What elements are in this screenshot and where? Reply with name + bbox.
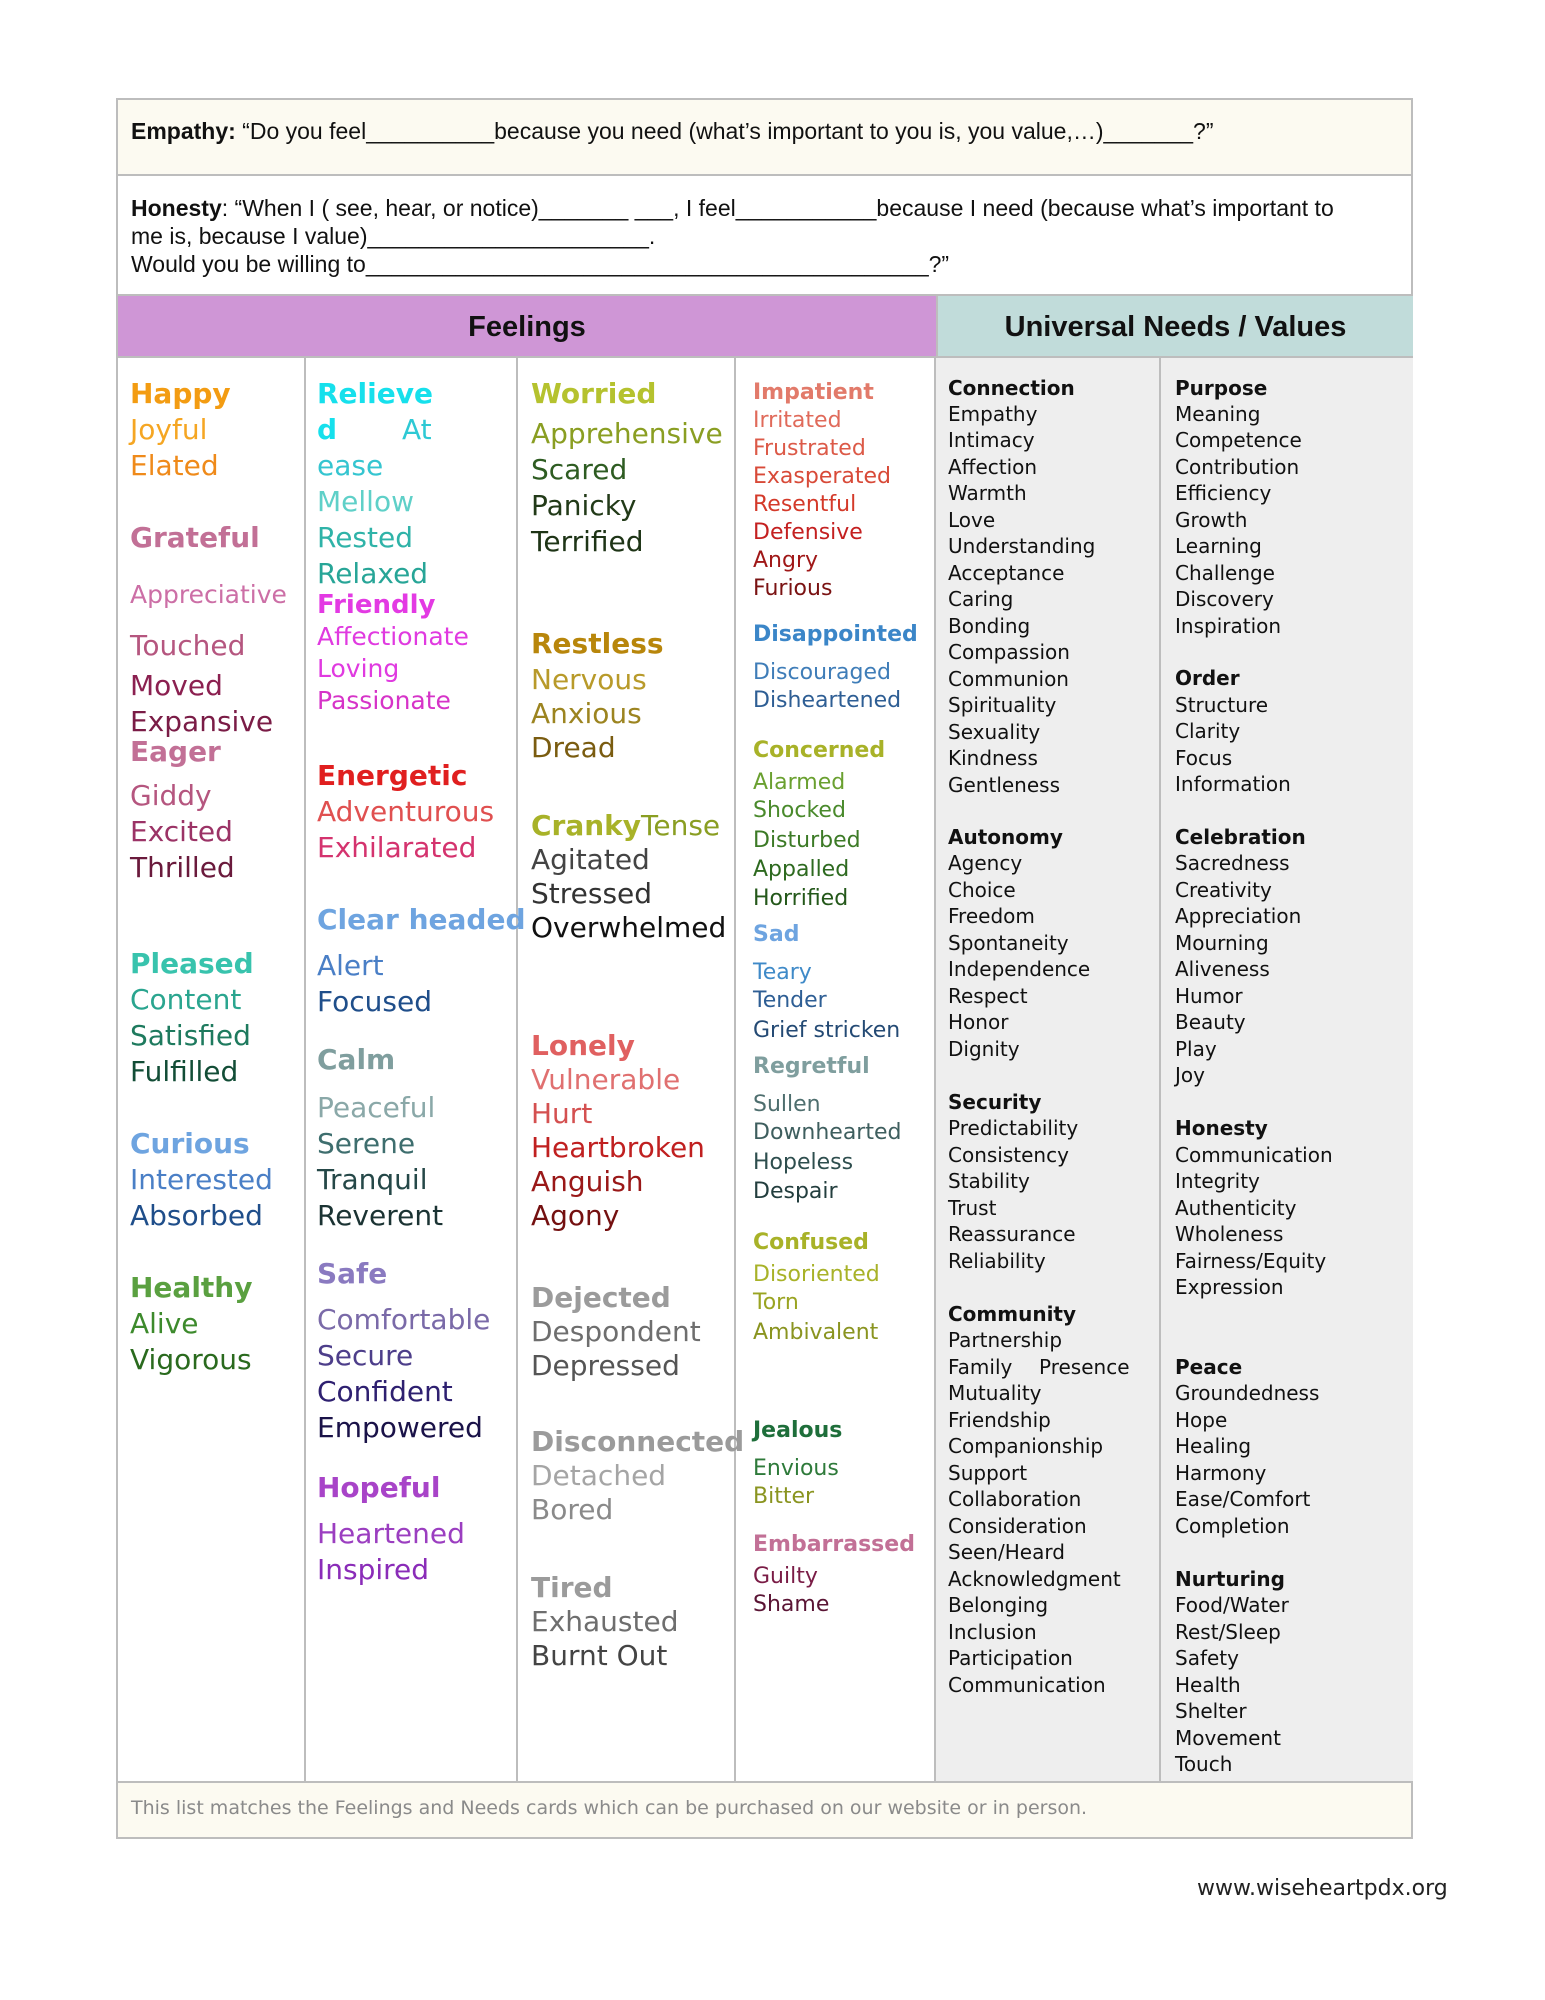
feeling-word: Resentful — [753, 492, 857, 517]
need-item: Hope — [1175, 1408, 1228, 1432]
need-item: Integrity — [1175, 1169, 1260, 1193]
feeling-heading: Pleased — [130, 947, 254, 980]
need-item: Support — [948, 1461, 1028, 1485]
need-item: Growth — [1175, 508, 1248, 532]
feeling-heading: Disconnected — [531, 1425, 745, 1458]
feeling-word: Stressed — [531, 877, 653, 910]
feelings-header: Feelings — [118, 296, 936, 358]
need-item: Information — [1175, 772, 1291, 796]
feeling-heading: Regretful — [753, 1054, 870, 1079]
feeling-heading: Hopeful — [317, 1471, 441, 1504]
feeling-word: Appalled — [753, 857, 850, 882]
need-item: Communion — [948, 667, 1069, 691]
feeling-word: Disheartened — [753, 688, 902, 713]
feeling-word: Grief stricken — [753, 1018, 901, 1043]
need-item: Spirituality — [948, 693, 1057, 717]
need-item: Rest/Sleep — [1175, 1620, 1281, 1644]
feeling-word: Exhilarated — [317, 831, 477, 864]
feeling-word: Content — [130, 983, 242, 1016]
feeling-word: Heartbroken — [531, 1131, 705, 1164]
need-item: Respect — [948, 984, 1028, 1008]
need-item: Shelter — [1175, 1699, 1247, 1723]
need-item: Acknowledgment — [948, 1567, 1121, 1591]
feeling-word: Vigorous — [130, 1343, 252, 1376]
need-item: Friendship — [948, 1408, 1051, 1432]
need-item: Kindness — [948, 746, 1038, 770]
need-item: Affection — [948, 455, 1038, 479]
need-item: Warmth — [948, 481, 1027, 505]
feeling-word: Despondent — [531, 1315, 701, 1348]
need-item: Safety — [1175, 1646, 1239, 1670]
need-item: Structure — [1175, 693, 1269, 717]
feeling-word: Hurt — [531, 1097, 593, 1130]
feeling-word: Relaxed — [317, 557, 429, 590]
feeling-word: Alarmed — [753, 770, 846, 795]
honesty-line3: Would you be willing to____________________________________________?” — [131, 251, 950, 277]
need-item: Challenge — [1175, 561, 1275, 585]
need-item: Expression — [1175, 1275, 1284, 1299]
feeling-word: Inspired — [317, 1553, 430, 1586]
need-item: Sexuality — [948, 720, 1041, 744]
feeling-word: Terrified — [531, 525, 644, 558]
feeling-heading: Safe — [317, 1257, 388, 1290]
feeling-word: Alive — [130, 1307, 199, 1340]
need-item: Belonging — [948, 1593, 1049, 1617]
feeling-heading: Energetic — [317, 759, 468, 792]
feeling-heading: Worried — [531, 377, 657, 410]
need-item: Honor — [948, 1010, 1009, 1034]
honesty-row — [118, 176, 1411, 296]
need-item: Love — [948, 508, 996, 532]
feeling-word: Affectionate — [317, 622, 469, 651]
feeling-word: Apprehensive — [531, 417, 723, 450]
need-heading: Honesty — [1175, 1116, 1268, 1140]
feeling-word: Burnt Out — [531, 1639, 668, 1672]
feeling-heading: Disappointed — [753, 622, 918, 647]
feeling-heading: Lonely — [531, 1029, 635, 1062]
feeling-word: Despair — [753, 1179, 838, 1204]
feeling-heading: Concerned — [753, 738, 886, 763]
need-item: Empathy — [948, 402, 1038, 426]
feeling-word: Joyful — [130, 413, 208, 446]
need-heading: Order — [1175, 666, 1240, 690]
need-item: Clarity — [1175, 719, 1241, 743]
feeling-word: Comfortable — [317, 1303, 491, 1336]
feeling-word: Peaceful — [317, 1091, 436, 1124]
feeling-word: Tender — [753, 988, 827, 1013]
feeling-word: At — [402, 413, 432, 446]
need-item: Wholeness — [1175, 1222, 1284, 1246]
need-item: Dignity — [948, 1037, 1020, 1061]
feeling-word: Shame — [753, 1592, 830, 1617]
feeling-word: Elated — [130, 449, 219, 482]
need-item: Groundedness — [1175, 1381, 1320, 1405]
feeling-heading: Happy — [130, 377, 231, 410]
column-divider — [304, 358, 306, 1781]
need-item: Authenticity — [1175, 1196, 1297, 1220]
feeling-word: Teary — [753, 960, 812, 985]
need-heading: Peace — [1175, 1355, 1243, 1379]
need-item: Trust — [948, 1196, 997, 1220]
feeling-word: Giddy — [130, 779, 212, 812]
feeling-word: Disturbed — [753, 828, 861, 853]
feeling-word: Horrified — [753, 886, 849, 911]
feeling-word: Depressed — [531, 1349, 680, 1382]
feeling-word: Rested — [317, 521, 413, 554]
feeling-word: Tense — [641, 809, 721, 842]
feeling-word: Guilty — [753, 1564, 818, 1589]
need-heading: Celebration — [1175, 825, 1306, 849]
need-item: Completion — [1175, 1514, 1290, 1538]
need-item: Sacredness — [1175, 851, 1290, 875]
feeling-word: Furious — [753, 576, 833, 601]
need-item: Seen/Heard — [948, 1540, 1065, 1564]
feeling-word: Anxious — [531, 697, 642, 730]
feeling-heading: Grateful — [130, 521, 260, 554]
need-heading: Autonomy — [948, 825, 1063, 849]
feeling-word: Overwhelmed — [531, 911, 727, 944]
need-item: Learning — [1175, 534, 1262, 558]
feeling-word: Adventurous — [317, 795, 495, 828]
needs-header: Universal Needs / Values — [936, 296, 1413, 358]
need-item: Play — [1175, 1037, 1217, 1061]
need-item: Reliability — [948, 1249, 1046, 1273]
feeling-word: Frustrated — [753, 436, 866, 461]
feeling-word: Disoriented — [753, 1262, 880, 1287]
feeling-word: Shocked — [753, 798, 846, 823]
feeling-word: Hopeless — [753, 1150, 854, 1175]
feeling-word: Secure — [317, 1339, 414, 1372]
need-item: Presence — [1039, 1355, 1130, 1379]
need-item: Mutuality — [948, 1381, 1042, 1405]
need-item: Reassurance — [948, 1222, 1076, 1246]
need-item: Compassion — [948, 640, 1070, 664]
feeling-heading: Eager — [130, 735, 221, 768]
feeling-word: Absorbed — [130, 1199, 263, 1232]
feeling-word: Anguish — [531, 1165, 644, 1198]
feeling-word: Detached — [531, 1459, 667, 1492]
need-heading: Connection — [948, 376, 1075, 400]
need-item: Joy — [1175, 1063, 1205, 1087]
feeling-word: Alert — [317, 949, 384, 982]
need-item: Touch — [1175, 1752, 1233, 1776]
need-item: Humor — [1175, 984, 1243, 1008]
honesty-line1: : “When I ( see, hear, or notice)_______ ___, I feel___________because I need (because what’s important to — [221, 195, 1334, 221]
feeling-word: Satisfied — [130, 1019, 251, 1052]
need-heading: Security — [948, 1090, 1042, 1114]
feeling-word: Agitated — [531, 843, 650, 876]
feeling-heading: Tired — [531, 1571, 613, 1604]
feeling-word: Scared — [531, 453, 628, 486]
feeling-word: Exasperated — [753, 464, 892, 489]
need-item: Inclusion — [948, 1620, 1037, 1644]
feeling-word: Thrilled — [130, 851, 235, 884]
empathy-label: Empathy: — [131, 118, 236, 144]
feeling-word: Focused — [317, 985, 432, 1018]
need-heading: Purpose — [1175, 376, 1268, 400]
feeling-word: Bored — [531, 1493, 614, 1526]
need-item: Caring — [948, 587, 1014, 611]
feeling-word: Fulfilled — [130, 1055, 239, 1088]
feeling-word: Discouraged — [753, 660, 892, 685]
need-item: Beauty — [1175, 1010, 1246, 1034]
feeling-word: Excited — [130, 815, 233, 848]
need-item: Consideration — [948, 1514, 1087, 1538]
feeling-heading: Embarrassed — [753, 1532, 915, 1557]
need-item: Bonding — [948, 614, 1031, 638]
need-item: Harmony — [1175, 1461, 1267, 1485]
need-item: Acceptance — [948, 561, 1065, 585]
feeling-heading: Confused — [753, 1230, 869, 1255]
need-item: Communication — [948, 1673, 1106, 1697]
need-item: Predictability — [948, 1116, 1079, 1140]
feeling-word: Passionate — [317, 686, 451, 715]
need-item: Meaning — [1175, 402, 1261, 426]
feeling-word: ease — [317, 449, 384, 482]
feeling-word: Downhearted — [753, 1120, 902, 1145]
feeling-word: Bitter — [753, 1484, 815, 1509]
need-item: Fairness/Equity — [1175, 1249, 1327, 1273]
feeling-heading: Friendly — [317, 590, 436, 620]
need-item: Agency — [948, 851, 1023, 875]
feeling-heading: Dejected — [531, 1281, 671, 1314]
feeling-word: Irritated — [753, 408, 842, 433]
need-item: Understanding — [948, 534, 1096, 558]
empathy-text: “Do you feel__________because you need (what’s important to you is, you value,…)_______?” — [235, 118, 1214, 144]
need-item: Companionship — [948, 1434, 1104, 1458]
need-item: Choice — [948, 878, 1016, 902]
feeling-word: Heartened — [317, 1517, 465, 1550]
column-divider — [734, 358, 736, 1781]
feeling-heading: Relieve — [317, 377, 433, 410]
need-item: Creativity — [1175, 878, 1272, 902]
need-item: Consistency — [948, 1143, 1069, 1167]
feeling-heading: Curious — [130, 1127, 250, 1160]
need-item: Focus — [1175, 746, 1233, 770]
feeling-word: Ambivalent — [753, 1320, 879, 1345]
feeling-heading: d — [317, 413, 338, 446]
column-divider — [934, 358, 936, 1781]
feeling-word: Panicky — [531, 489, 637, 522]
need-item: Spontaneity — [948, 931, 1069, 955]
feeling-word: Interested — [130, 1163, 273, 1196]
need-item: Communication — [1175, 1143, 1333, 1167]
column-divider — [516, 358, 518, 1781]
feeling-heading: Jealous — [753, 1418, 843, 1443]
feeling-word: Loving — [317, 654, 400, 683]
feeling-heading: Impatient — [753, 380, 874, 405]
feeling-word: Mellow — [317, 485, 414, 518]
need-item: Freedom — [948, 904, 1035, 928]
feeling-word: Sullen — [753, 1092, 821, 1117]
need-item: Inspiration — [1175, 614, 1282, 638]
feeling-word: Reverent — [317, 1199, 444, 1232]
need-item: Mourning — [1175, 931, 1269, 955]
feeling-word: Angry — [753, 548, 819, 573]
feeling-word: Empowered — [317, 1411, 483, 1444]
feeling-word: Expansive — [130, 705, 274, 738]
website-url[interactable]: www.wiseheartpdx.org — [1197, 1876, 1448, 1901]
need-item: Participation — [948, 1646, 1073, 1670]
need-heading: Nurturing — [1175, 1567, 1285, 1591]
need-item: Collaboration — [948, 1487, 1082, 1511]
need-item: Stability — [948, 1169, 1030, 1193]
need-item: Discovery — [1175, 587, 1274, 611]
column-divider — [1159, 358, 1161, 1781]
feeling-heading: Calm — [317, 1043, 396, 1076]
honesty-label: Honesty — [131, 195, 222, 221]
feeling-word: Envious — [753, 1456, 839, 1481]
feeling-word: Exhausted — [531, 1605, 679, 1638]
need-item: Food/Water — [1175, 1593, 1289, 1617]
feeling-word: Torn — [753, 1290, 799, 1315]
need-item: Family — [948, 1355, 1013, 1379]
need-heading: Community — [948, 1302, 1077, 1326]
need-item: Efficiency — [1175, 481, 1272, 505]
feeling-word: Appreciative — [130, 580, 287, 609]
need-item: Gentleness — [948, 773, 1061, 797]
feeling-heading: Cranky — [531, 809, 642, 842]
feeling-word: Confident — [317, 1375, 453, 1408]
need-item: Partnership — [948, 1328, 1063, 1352]
need-item: Intimacy — [948, 428, 1035, 452]
footer-note: This list matches the Feelings and Needs cards which can be purchased on our website or in person. — [118, 1781, 1411, 1837]
feeling-word: Serene — [317, 1127, 416, 1160]
need-item: Contribution — [1175, 455, 1300, 479]
feeling-word: Dread — [531, 731, 616, 764]
feeling-word: Nervous — [531, 663, 647, 696]
feeling-word: Moved — [130, 669, 223, 702]
feeling-word: Touched — [130, 629, 246, 662]
feeling-heading: Sad — [753, 922, 800, 947]
need-item: Health — [1175, 1673, 1241, 1697]
honesty-line2: me is, because I value)______________________. — [131, 223, 656, 249]
need-item: Movement — [1175, 1726, 1281, 1750]
feeling-word: Agony — [531, 1199, 620, 1232]
feeling-word: Tranquil — [317, 1163, 428, 1196]
need-item: Appreciation — [1175, 904, 1302, 928]
feeling-word: Vulnerable — [531, 1063, 681, 1096]
feeling-heading: Clear headed — [317, 903, 526, 936]
need-item: Ease/Comfort — [1175, 1487, 1311, 1511]
need-item: Aliveness — [1175, 957, 1270, 981]
need-item: Competence — [1175, 428, 1302, 452]
empathy-row — [118, 100, 1411, 176]
need-item: Independence — [948, 957, 1091, 981]
feeling-heading: Restless — [531, 627, 664, 660]
feeling-heading: Healthy — [130, 1271, 253, 1304]
feeling-word: Defensive — [753, 520, 863, 545]
need-item: Healing — [1175, 1434, 1252, 1458]
